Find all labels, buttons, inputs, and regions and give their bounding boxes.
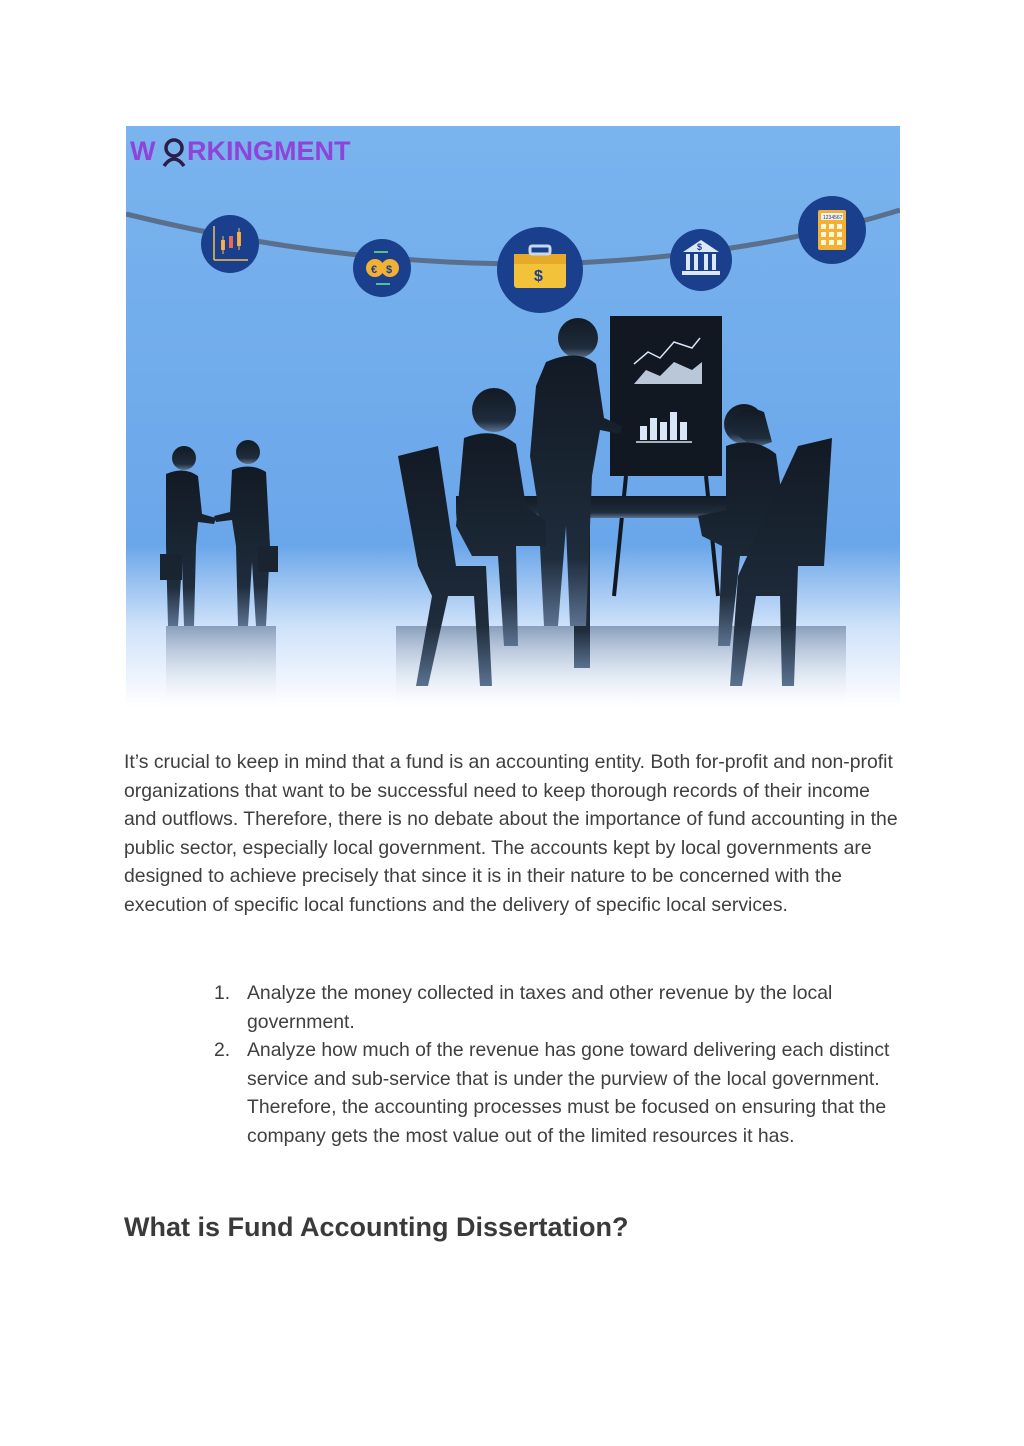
floor-reflection	[396, 626, 846, 708]
list-item	[214, 1036, 904, 1150]
svg-text:$: $	[534, 268, 543, 285]
list-item-number: 2.	[214, 1039, 231, 1062]
candlestick-chart-icon	[201, 215, 259, 273]
currency-exchange-icon	[353, 239, 411, 297]
list-item-number: 1.	[214, 982, 231, 1004]
svg-text:€: €	[371, 264, 378, 276]
presentation-board	[610, 316, 722, 476]
hero-illustration	[126, 126, 900, 708]
svg-text:$: $	[386, 264, 393, 276]
svg-text:RKINGMENT: RKINGMENT	[187, 136, 351, 166]
list-item	[214, 979, 904, 1036]
svg-text:1234567: 1234567	[823, 215, 843, 221]
list-item-text: Analyze how much of the revenue has gone toward delivering each distinct service and sub-service that is under the purview of the local government. Therefore, the accounting processes must be focused on ensuring that the company gets the most value out of the limited resources it has.	[247, 1039, 890, 1147]
bank-building-icon	[670, 229, 732, 291]
briefcase-dollar-icon	[497, 227, 583, 313]
floor-reflection	[166, 626, 276, 708]
numbered-list	[214, 979, 904, 1151]
list-item-text: Analyze the money collected in taxes and other revenue by the local government.	[247, 982, 833, 1033]
section-heading: What is Fund Accounting Dissertation?	[124, 1212, 629, 1242]
calculator-icon	[798, 196, 866, 264]
svg-text:W: W	[130, 136, 156, 166]
svg-text:$: $	[697, 242, 703, 252]
intro-paragraph: It’s crucial to keep in mind that a fund is an accounting entity. Both for-profit and non-profit organizations that want to be successful need to keep thorough records of their income and outflows. Therefore, there is no debate about the importance of fund accounting in the public sector, especially local government. The accounts kept by local governments are designed to achieve precisely that since it is in their nature to be concerned with the execution of specific local functions and the delivery of specific local services.	[124, 751, 898, 916]
